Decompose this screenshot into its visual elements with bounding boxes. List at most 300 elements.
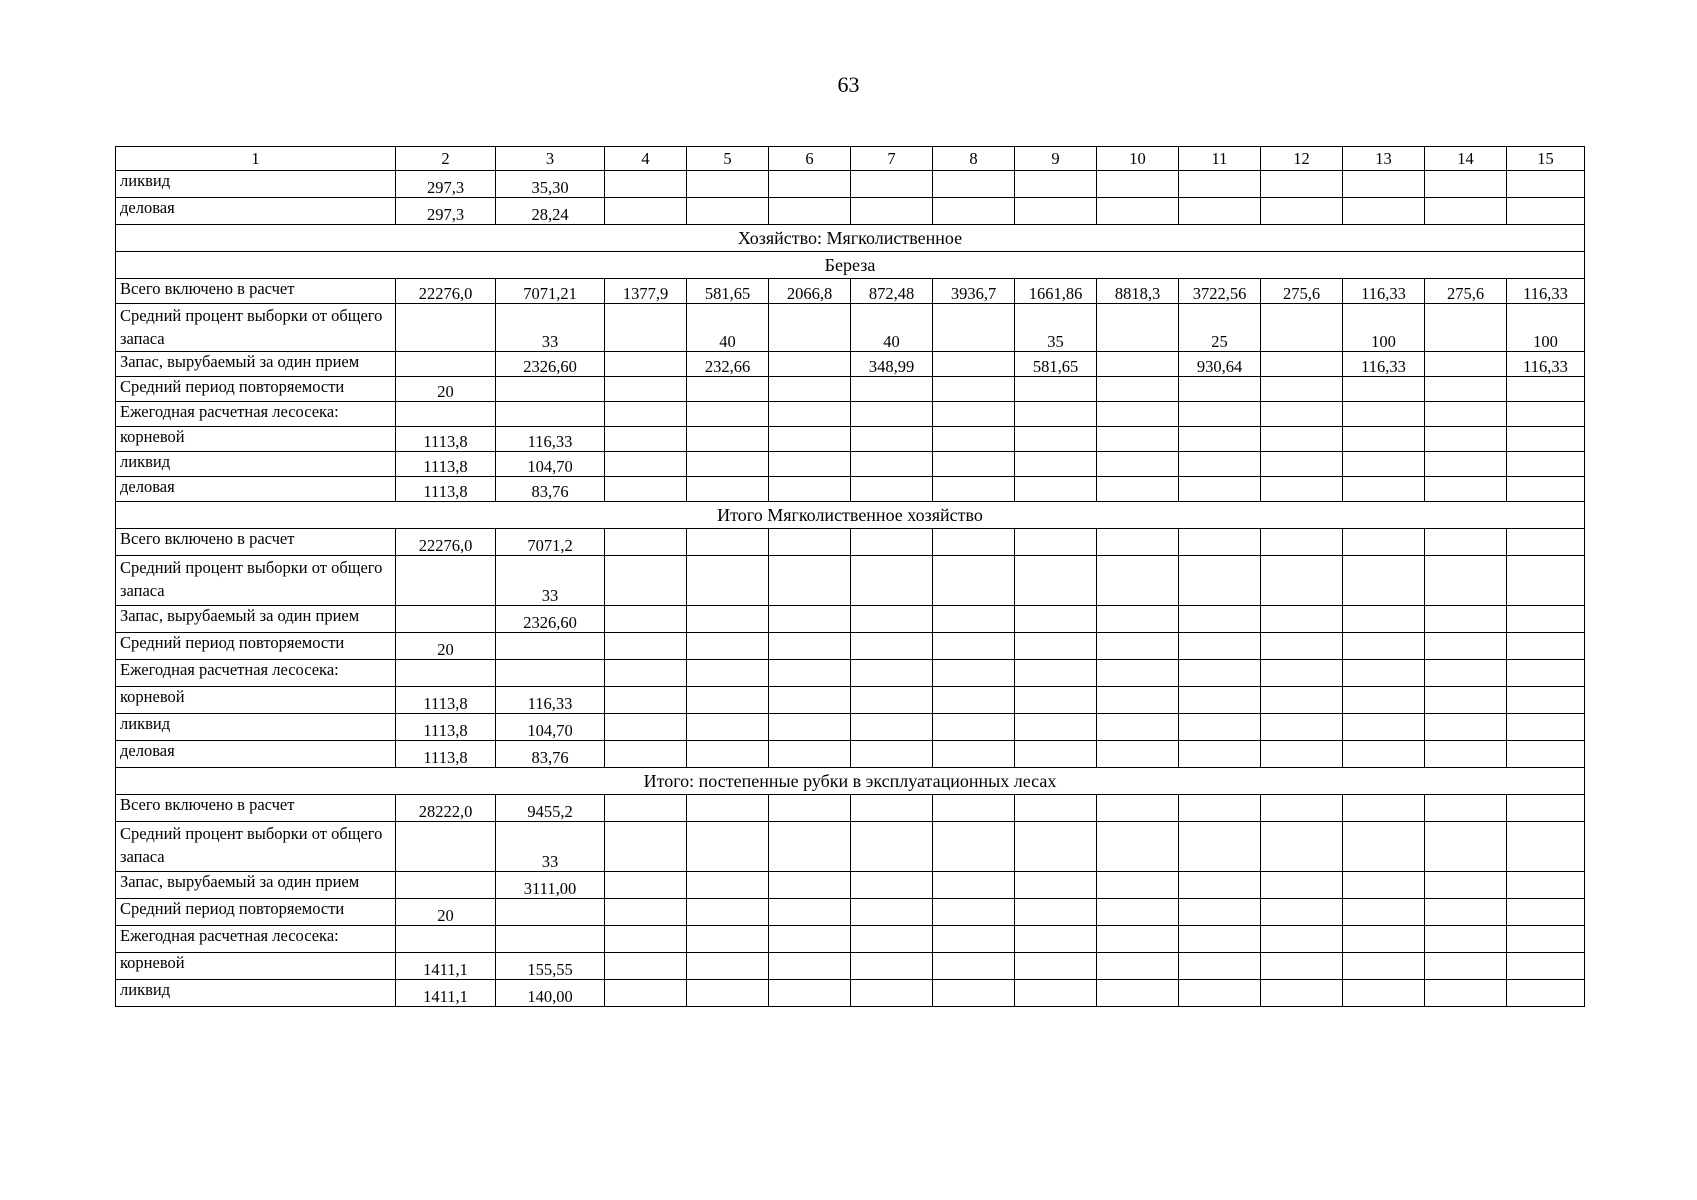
- value-cell: [1179, 899, 1261, 926]
- value-cell: 33: [496, 304, 605, 352]
- table-row: [116, 402, 1585, 427]
- value-cell: [1015, 402, 1097, 427]
- row-label: Средний период повторяемости: [116, 633, 396, 660]
- column-number-cell: 8: [933, 147, 1015, 171]
- value-cell: [687, 633, 769, 660]
- column-number-cell: 6: [769, 147, 851, 171]
- value-cell: [1097, 953, 1179, 980]
- section-title: Хозяйство: Мягколиственное: [116, 225, 1585, 252]
- value-cell: [933, 795, 1015, 822]
- table-row: [116, 377, 1585, 402]
- value-cell: [851, 452, 933, 477]
- row-label: Средний процент выборки от общего запаса: [116, 822, 396, 872]
- table-row: [116, 198, 1585, 225]
- row-label: Запас, вырубаемый за один прием: [116, 606, 396, 633]
- value-cell: [1343, 872, 1425, 899]
- value-cell: [687, 427, 769, 452]
- value-cell: [1015, 633, 1097, 660]
- value-cell: [1015, 953, 1097, 980]
- value-cell: [769, 427, 851, 452]
- value-cell: [1425, 427, 1507, 452]
- value-cell: [1261, 556, 1343, 606]
- value-cell: [1425, 980, 1507, 1007]
- value-cell: [1261, 714, 1343, 741]
- value-cell: [851, 402, 933, 427]
- value-cell: 3111,00: [496, 872, 605, 899]
- value-cell: [687, 980, 769, 1007]
- value-cell: [1097, 741, 1179, 768]
- value-cell: [851, 687, 933, 714]
- value-cell: [1097, 556, 1179, 606]
- row-label: Ежегодная расчетная лесосека:: [116, 926, 396, 953]
- value-cell: [1015, 377, 1097, 402]
- value-cell: [1179, 741, 1261, 768]
- value-cell: [605, 953, 687, 980]
- value-cell: [396, 556, 496, 606]
- value-cell: 3936,7: [933, 279, 1015, 304]
- value-cell: [933, 304, 1015, 352]
- value-cell: [933, 899, 1015, 926]
- value-cell: [1097, 660, 1179, 687]
- value-cell: [1425, 926, 1507, 953]
- value-cell: 35,30: [496, 171, 605, 198]
- value-cell: [851, 899, 933, 926]
- value-cell: [605, 377, 687, 402]
- value-cell: 1113,8: [396, 714, 496, 741]
- value-cell: [605, 822, 687, 872]
- value-cell: [769, 171, 851, 198]
- value-cell: [1507, 899, 1585, 926]
- value-cell: [1097, 714, 1179, 741]
- page-number: 63: [837, 72, 860, 97]
- section-header-row: [116, 502, 1585, 529]
- value-cell: [1425, 171, 1507, 198]
- value-cell: [933, 633, 1015, 660]
- value-cell: [933, 687, 1015, 714]
- value-cell: 1113,8: [396, 687, 496, 714]
- value-cell: [1179, 556, 1261, 606]
- value-cell: [1015, 198, 1097, 225]
- value-cell: 35: [1015, 304, 1097, 352]
- value-cell: [1507, 926, 1585, 953]
- value-cell: [687, 198, 769, 225]
- column-number-cell: 2: [396, 147, 496, 171]
- column-number-cell: 1: [116, 147, 396, 171]
- value-cell: [687, 377, 769, 402]
- value-cell: [1261, 452, 1343, 477]
- value-cell: [1343, 198, 1425, 225]
- value-cell: [1179, 714, 1261, 741]
- value-cell: [769, 304, 851, 352]
- value-cell: 20: [396, 633, 496, 660]
- value-cell: [1261, 304, 1343, 352]
- value-cell: [769, 795, 851, 822]
- value-cell: [1015, 660, 1097, 687]
- value-cell: [1507, 741, 1585, 768]
- section-header-row: [116, 252, 1585, 279]
- value-cell: [933, 477, 1015, 502]
- table-row: [116, 304, 1585, 352]
- value-cell: [933, 452, 1015, 477]
- value-cell: 116,33: [496, 687, 605, 714]
- value-cell: [1507, 402, 1585, 427]
- value-cell: [687, 822, 769, 872]
- value-cell: 40: [851, 304, 933, 352]
- value-cell: [687, 171, 769, 198]
- value-cell: [496, 402, 605, 427]
- value-cell: [396, 304, 496, 352]
- value-cell: [769, 633, 851, 660]
- value-cell: [687, 714, 769, 741]
- value-cell: [1097, 198, 1179, 225]
- value-cell: [1097, 171, 1179, 198]
- column-number-cell: 13: [1343, 147, 1425, 171]
- column-number-cell: 11: [1179, 147, 1261, 171]
- value-cell: 116,33: [1507, 352, 1585, 377]
- value-cell: [851, 822, 933, 872]
- value-cell: [687, 529, 769, 556]
- value-cell: [1179, 377, 1261, 402]
- value-cell: [1179, 822, 1261, 872]
- value-cell: [605, 687, 687, 714]
- table-row: [116, 427, 1585, 452]
- column-number-cell: 9: [1015, 147, 1097, 171]
- value-cell: [1179, 687, 1261, 714]
- value-cell: [1261, 198, 1343, 225]
- row-label: Запас, вырубаемый за один прием: [116, 872, 396, 899]
- value-cell: [1343, 980, 1425, 1007]
- value-cell: [851, 529, 933, 556]
- value-cell: [1015, 556, 1097, 606]
- value-cell: [851, 633, 933, 660]
- value-cell: [1425, 953, 1507, 980]
- value-cell: 1411,1: [396, 980, 496, 1007]
- value-cell: 83,76: [496, 477, 605, 502]
- value-cell: 155,55: [496, 953, 605, 980]
- row-label: корневой: [116, 953, 396, 980]
- value-cell: 8818,3: [1097, 279, 1179, 304]
- value-cell: [605, 606, 687, 633]
- value-cell: [605, 304, 687, 352]
- value-cell: [1343, 427, 1425, 452]
- value-cell: [1507, 556, 1585, 606]
- table-row: [116, 953, 1585, 980]
- value-cell: [1425, 899, 1507, 926]
- value-cell: [396, 352, 496, 377]
- section-title: Береза: [116, 252, 1585, 279]
- value-cell: [933, 402, 1015, 427]
- value-cell: 104,70: [496, 714, 605, 741]
- value-cell: [1179, 198, 1261, 225]
- value-cell: [1179, 402, 1261, 427]
- value-cell: [1015, 980, 1097, 1007]
- value-cell: [769, 980, 851, 1007]
- value-cell: [851, 714, 933, 741]
- value-cell: 116,33: [1343, 279, 1425, 304]
- value-cell: [1343, 687, 1425, 714]
- value-cell: [1179, 660, 1261, 687]
- table-row: [116, 899, 1585, 926]
- value-cell: [1261, 352, 1343, 377]
- value-cell: [769, 352, 851, 377]
- value-cell: [1507, 795, 1585, 822]
- value-cell: [1343, 795, 1425, 822]
- value-cell: [1425, 377, 1507, 402]
- value-cell: [1097, 687, 1179, 714]
- value-cell: [1425, 198, 1507, 225]
- row-label: деловая: [116, 198, 396, 225]
- value-cell: 1411,1: [396, 953, 496, 980]
- value-cell: [1507, 872, 1585, 899]
- value-cell: [496, 660, 605, 687]
- value-cell: [1425, 556, 1507, 606]
- value-cell: [1179, 980, 1261, 1007]
- value-cell: [605, 171, 687, 198]
- value-cell: [1097, 452, 1179, 477]
- value-cell: [933, 953, 1015, 980]
- value-cell: [605, 926, 687, 953]
- value-cell: [1097, 402, 1179, 427]
- row-label: Всего включено в расчет: [116, 279, 396, 304]
- value-cell: [769, 556, 851, 606]
- value-cell: [769, 899, 851, 926]
- value-cell: [1343, 926, 1425, 953]
- row-label: Ежегодная расчетная лесосека:: [116, 402, 396, 427]
- value-cell: [1097, 633, 1179, 660]
- value-cell: [605, 529, 687, 556]
- value-cell: [933, 606, 1015, 633]
- value-cell: 33: [496, 822, 605, 872]
- value-cell: 9455,2: [496, 795, 605, 822]
- value-cell: 872,48: [851, 279, 933, 304]
- value-cell: [496, 633, 605, 660]
- value-cell: [1261, 741, 1343, 768]
- value-cell: [769, 741, 851, 768]
- value-cell: 22276,0: [396, 279, 496, 304]
- value-cell: [1097, 822, 1179, 872]
- row-label: Средний процент выборки от общего запаса: [116, 556, 396, 606]
- value-cell: [1425, 687, 1507, 714]
- value-cell: [933, 352, 1015, 377]
- value-cell: [851, 198, 933, 225]
- value-cell: [1507, 198, 1585, 225]
- value-cell: [1097, 926, 1179, 953]
- value-cell: [1507, 980, 1585, 1007]
- value-cell: [1015, 926, 1097, 953]
- value-cell: [1261, 899, 1343, 926]
- value-cell: [605, 660, 687, 687]
- row-label: Средний период повторяемости: [116, 377, 396, 402]
- value-cell: 1113,8: [396, 741, 496, 768]
- value-cell: [1261, 427, 1343, 452]
- table-row: [116, 980, 1585, 1007]
- value-cell: [769, 377, 851, 402]
- value-cell: [933, 741, 1015, 768]
- value-cell: [1261, 795, 1343, 822]
- value-cell: 140,00: [496, 980, 605, 1007]
- value-cell: 100: [1507, 304, 1585, 352]
- value-cell: [769, 953, 851, 980]
- value-cell: [851, 171, 933, 198]
- section-header-row: [116, 225, 1585, 252]
- value-cell: [1343, 953, 1425, 980]
- value-cell: 1661,86: [1015, 279, 1097, 304]
- table-row: [116, 556, 1585, 606]
- value-cell: [769, 926, 851, 953]
- column-number-cell: 14: [1425, 147, 1507, 171]
- value-cell: [1097, 980, 1179, 1007]
- value-cell: [1261, 822, 1343, 872]
- value-cell: [851, 926, 933, 953]
- value-cell: [396, 926, 496, 953]
- value-cell: [1015, 687, 1097, 714]
- value-cell: 25: [1179, 304, 1261, 352]
- value-cell: [769, 822, 851, 872]
- value-cell: [687, 402, 769, 427]
- row-label: деловая: [116, 477, 396, 502]
- value-cell: [1261, 606, 1343, 633]
- table-row: [116, 171, 1585, 198]
- value-cell: [769, 529, 851, 556]
- value-cell: [605, 714, 687, 741]
- value-cell: [933, 660, 1015, 687]
- value-cell: [1015, 741, 1097, 768]
- value-cell: [1179, 477, 1261, 502]
- value-cell: [496, 899, 605, 926]
- value-cell: 116,33: [496, 427, 605, 452]
- value-cell: [1097, 795, 1179, 822]
- value-cell: [687, 741, 769, 768]
- column-number-row: [116, 147, 1585, 171]
- value-cell: [851, 606, 933, 633]
- value-cell: [1261, 171, 1343, 198]
- value-cell: [1343, 606, 1425, 633]
- column-number-cell: 3: [496, 147, 605, 171]
- value-cell: [1343, 556, 1425, 606]
- value-cell: [1507, 452, 1585, 477]
- value-cell: [1425, 795, 1507, 822]
- value-cell: [1015, 452, 1097, 477]
- value-cell: [851, 795, 933, 822]
- value-cell: [851, 872, 933, 899]
- value-cell: [687, 795, 769, 822]
- value-cell: 275,6: [1425, 279, 1507, 304]
- row-label: корневой: [116, 427, 396, 452]
- value-cell: [1425, 452, 1507, 477]
- table-row: [116, 714, 1585, 741]
- value-cell: 33: [496, 556, 605, 606]
- value-cell: [605, 980, 687, 1007]
- value-cell: [396, 402, 496, 427]
- table-row: [116, 660, 1585, 687]
- column-number-cell: 15: [1507, 147, 1585, 171]
- section-title: Итого: постепенные рубки в эксплуатационных лесах: [116, 768, 1585, 795]
- value-cell: [1261, 980, 1343, 1007]
- value-cell: [687, 556, 769, 606]
- value-cell: 297,3: [396, 171, 496, 198]
- value-cell: [1261, 660, 1343, 687]
- value-cell: [1343, 714, 1425, 741]
- value-cell: [933, 714, 1015, 741]
- value-cell: [1179, 872, 1261, 899]
- table-row: [116, 926, 1585, 953]
- value-cell: [933, 822, 1015, 872]
- value-cell: [1097, 427, 1179, 452]
- section-header-row: [116, 768, 1585, 795]
- value-cell: [933, 872, 1015, 899]
- value-cell: 3722,56: [1179, 279, 1261, 304]
- value-cell: [933, 556, 1015, 606]
- value-cell: [1097, 872, 1179, 899]
- value-cell: [769, 687, 851, 714]
- value-cell: 2066,8: [769, 279, 851, 304]
- row-label: Ежегодная расчетная лесосека:: [116, 660, 396, 687]
- value-cell: [605, 872, 687, 899]
- value-cell: [1425, 822, 1507, 872]
- value-cell: [605, 352, 687, 377]
- value-cell: [496, 926, 605, 953]
- value-cell: 2326,60: [496, 606, 605, 633]
- column-number-cell: 10: [1097, 147, 1179, 171]
- row-label: Запас, вырубаемый за один прием: [116, 352, 396, 377]
- value-cell: [933, 171, 1015, 198]
- value-cell: 100: [1343, 304, 1425, 352]
- table-row: [116, 822, 1585, 872]
- value-cell: [1261, 687, 1343, 714]
- value-cell: [1097, 377, 1179, 402]
- section-title: Итого Мягколиственное хозяйство: [116, 502, 1585, 529]
- value-cell: 7071,2: [496, 529, 605, 556]
- value-cell: [769, 606, 851, 633]
- value-cell: 20: [396, 899, 496, 926]
- value-cell: 581,65: [687, 279, 769, 304]
- data-table: [115, 146, 1585, 1007]
- table-row: [116, 477, 1585, 502]
- value-cell: [933, 980, 1015, 1007]
- value-cell: [933, 198, 1015, 225]
- value-cell: [396, 606, 496, 633]
- value-cell: [1097, 352, 1179, 377]
- value-cell: [769, 452, 851, 477]
- value-cell: [1425, 633, 1507, 660]
- row-label: Средний процент выборки от общего запаса: [116, 304, 396, 352]
- value-cell: [851, 377, 933, 402]
- value-cell: [1097, 304, 1179, 352]
- value-cell: [1261, 477, 1343, 502]
- value-cell: [1507, 171, 1585, 198]
- value-cell: [1425, 402, 1507, 427]
- value-cell: [769, 872, 851, 899]
- value-cell: [769, 198, 851, 225]
- column-number-cell: 7: [851, 147, 933, 171]
- value-cell: [1343, 822, 1425, 872]
- table-row: [116, 795, 1585, 822]
- value-cell: [1261, 377, 1343, 402]
- value-cell: [1507, 822, 1585, 872]
- value-cell: [1425, 872, 1507, 899]
- value-cell: [933, 377, 1015, 402]
- row-label: ликвид: [116, 980, 396, 1007]
- value-cell: [1179, 529, 1261, 556]
- value-cell: [605, 633, 687, 660]
- value-cell: [687, 926, 769, 953]
- value-cell: [1507, 714, 1585, 741]
- table-row: [116, 352, 1585, 377]
- value-cell: 930,64: [1179, 352, 1261, 377]
- value-cell: [1179, 795, 1261, 822]
- value-cell: [605, 198, 687, 225]
- table-row: [116, 687, 1585, 714]
